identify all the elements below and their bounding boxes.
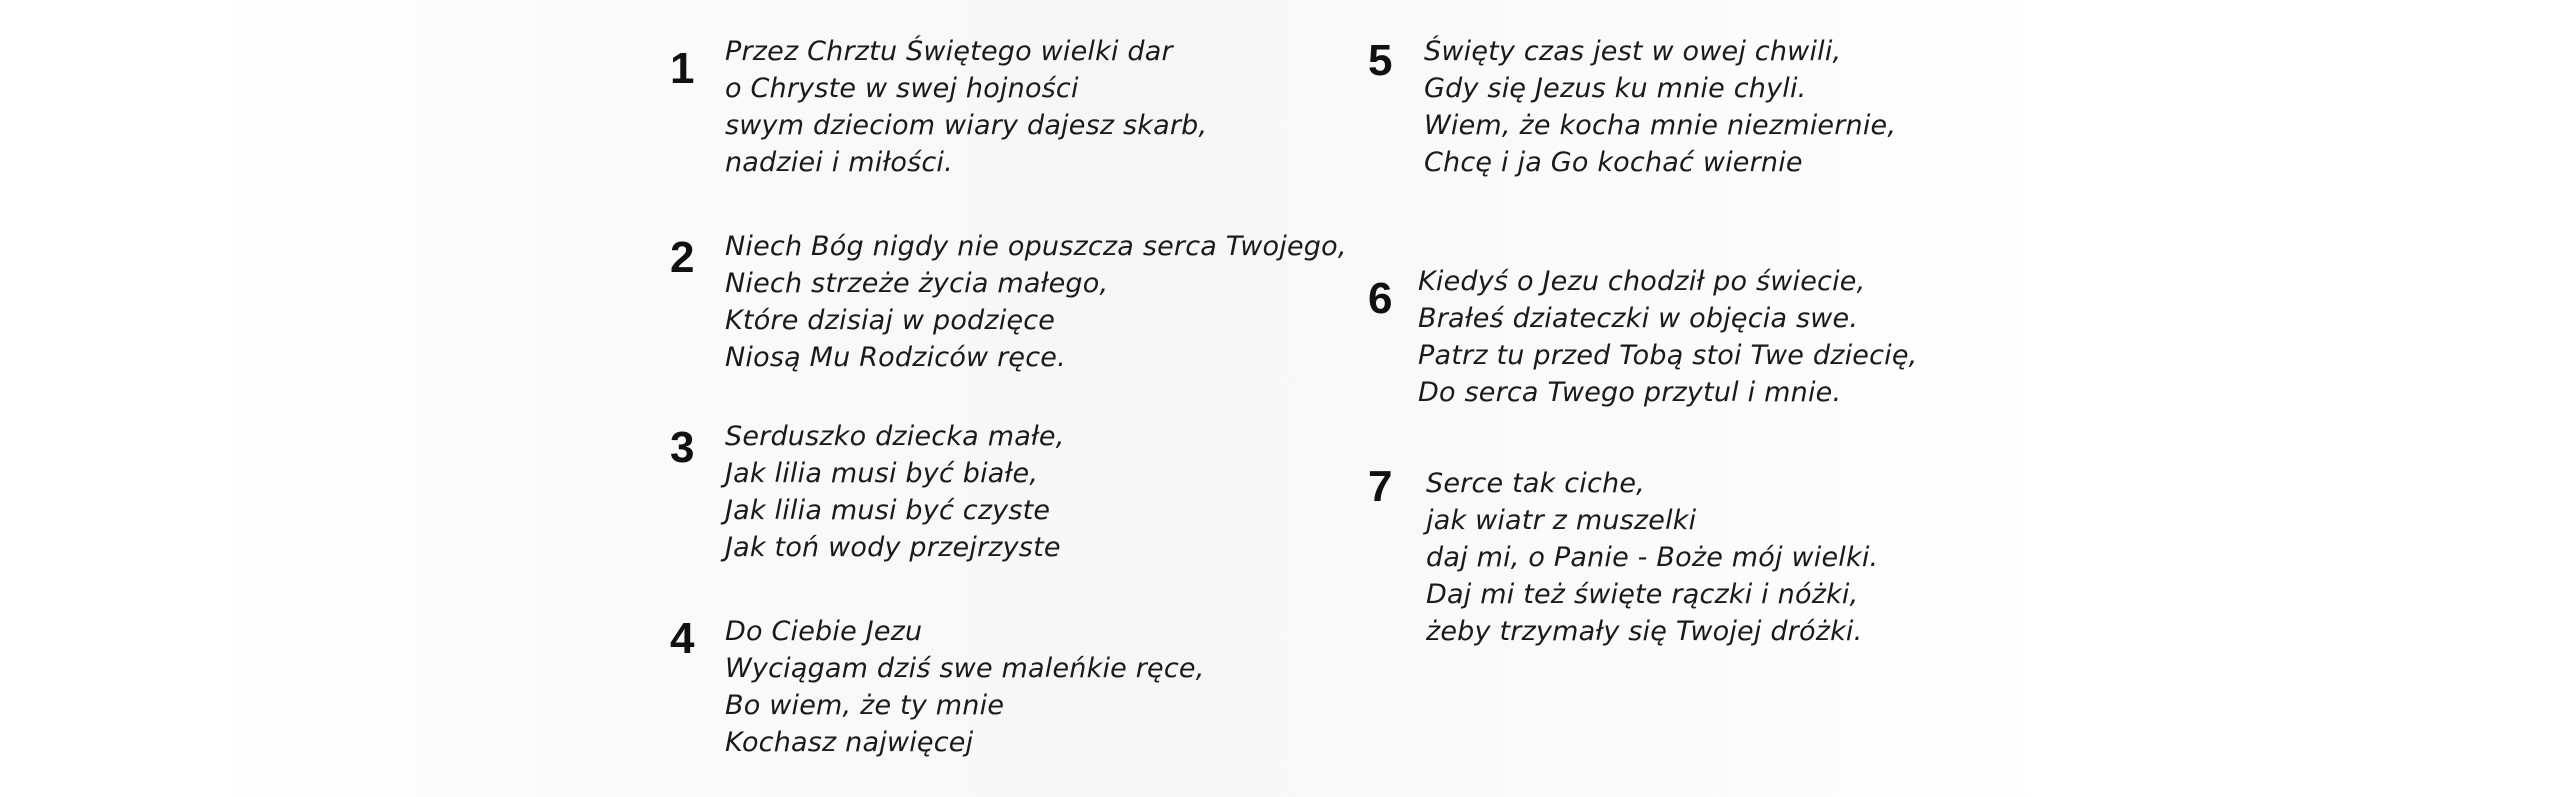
verse-text — [725, 228, 1347, 376]
verse-number: 5 — [1368, 36, 1393, 85]
verse-number: 4 — [670, 614, 695, 663]
verse-line: Patrz tu przed Tobą stoi Twe dziecię, — [1418, 340, 1918, 371]
verse-line: Jak lilia musi być czyste — [725, 495, 1051, 526]
verse-line: daj mi, o Panie - Boże mój wielki. — [1426, 542, 1879, 573]
verse-number: 7 — [1368, 462, 1393, 511]
verse-text — [725, 418, 1065, 566]
verse-line: Wiem, że kocha mnie niezmiernie, — [1424, 110, 1897, 141]
verse-text — [1426, 465, 1878, 650]
verse-line: Serduszko dziecka małe, — [725, 421, 1065, 452]
verse-line: Serce tak ciche, — [1426, 468, 1645, 499]
verse-line: Daj mi też święte rączki i nóżki, — [1426, 579, 1859, 610]
verse-line: o Chryste w swej hojności — [725, 73, 1079, 104]
verse-text — [725, 33, 1207, 181]
verse-line: Niech strzeże życia małego, — [725, 268, 1109, 299]
verse-line: jak wiatr z muszelki — [1426, 505, 1697, 536]
verse-text — [1424, 33, 1896, 181]
verse-line: Przez Chrztu Świętego wielki dar — [725, 36, 1173, 67]
verse-line: żeby trzymały się Twojej dróżki. — [1426, 616, 1863, 647]
verse-text — [725, 613, 1205, 761]
verse-line: Niech Bóg nigdy nie opuszcza serca Twojego, — [725, 231, 1347, 262]
verse-line: Do serca Twego przytul i mnie. — [1418, 377, 1842, 408]
verse-line: Kochasz najwięcej — [725, 727, 974, 758]
verse-number: 6 — [1368, 274, 1393, 323]
verse-number: 1 — [670, 44, 695, 93]
verse-line: Niosą Mu Rodziców ręce. — [725, 342, 1066, 373]
verse-line: Które dzisiaj w podzięce — [725, 305, 1056, 336]
verse-number: 3 — [670, 423, 695, 472]
verse-line: Kiedyś o Jezu chodził po świecie, — [1418, 266, 1866, 297]
verse-line: Jak lilia musi być białe, — [725, 458, 1039, 489]
verse-number: 2 — [670, 233, 695, 282]
verse-line: Święty czas jest w owej chwili, — [1424, 36, 1842, 67]
verse-line: nadziei i miłości. — [725, 147, 953, 178]
verse-line: swym dzieciom wiary dajesz skarb, — [725, 110, 1208, 141]
verse-line: Brałeś dziateczki w objęcia swe. — [1418, 303, 1859, 334]
verse-text — [1418, 263, 1917, 411]
verse-line: Do Ciebie Jezu — [725, 616, 923, 647]
verse-line: Jak toń wody przejrzyste — [725, 532, 1061, 563]
verse-line: Bo wiem, że ty mnie — [725, 690, 1005, 721]
verse-line: Wyciągam dziś swe maleńkie ręce, — [725, 653, 1205, 684]
verse-line: Chcę i ja Go kochać wiernie — [1424, 147, 1803, 178]
verse-line: Gdy się Jezus ku mnie chyli. — [1424, 73, 1807, 104]
